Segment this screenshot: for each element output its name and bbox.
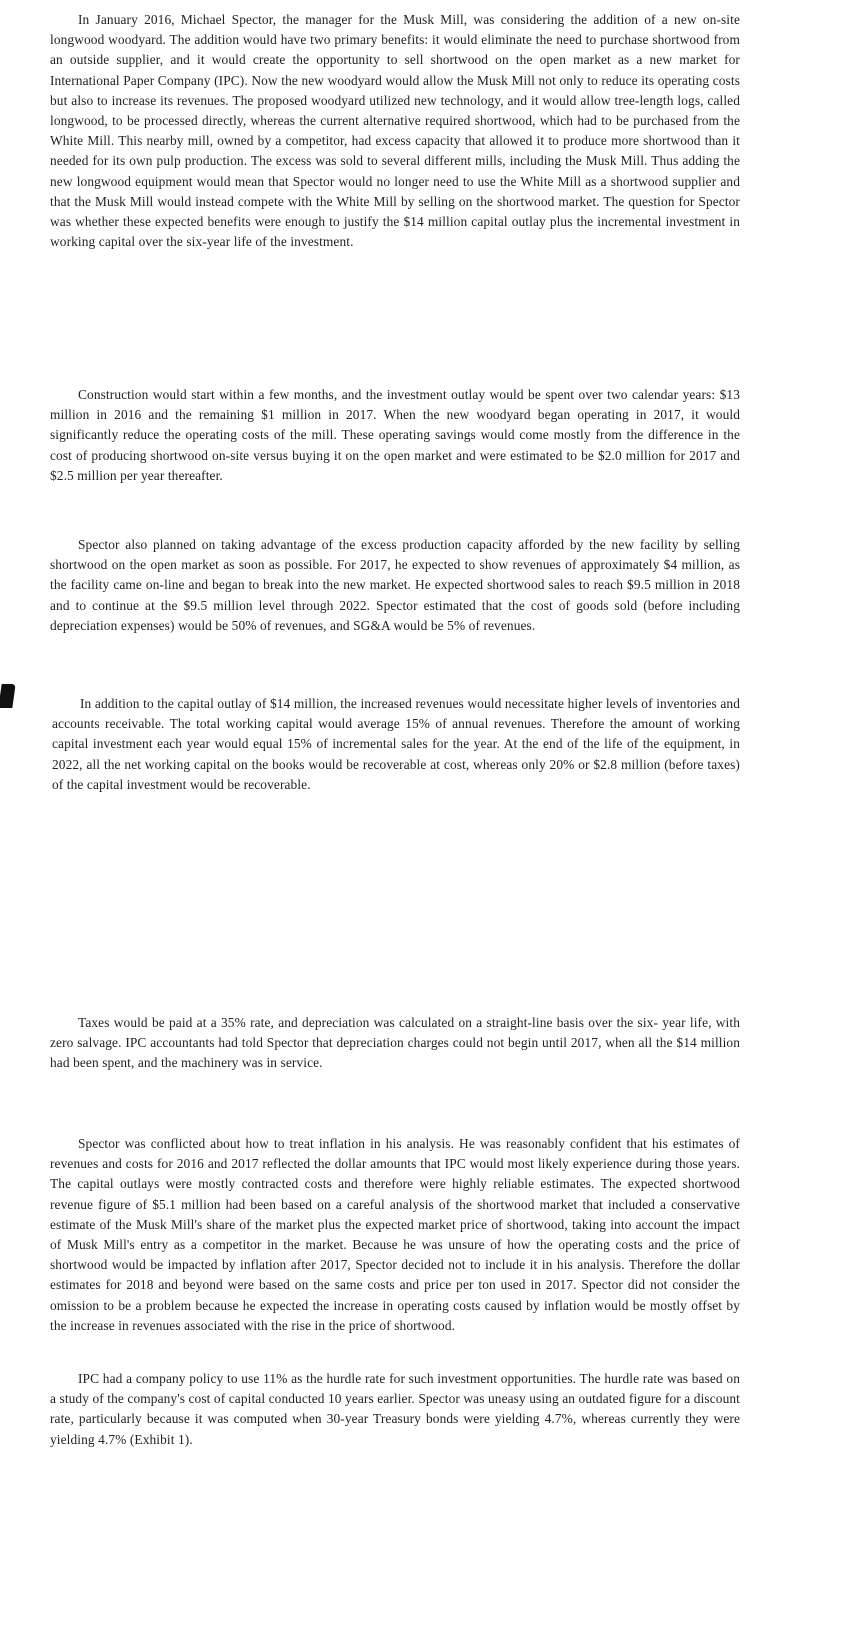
paragraph-inflation: Spector was conflicted about how to treat inflation in his analysis. He was reasonably confident that his estimates of revenues and costs for 2016 and 2017 reflected the dollar amounts that IPC would most likely experience during those years. The capital outlays were mostly contracted costs and therefore were highly reliable estimates. The expected shortwood revenue figure of $5.1 million had been based on a careful analysis of the shortwood market that included a conservative estimate of the Musk Mill's share of the market plus the expected market price of shortwood, taking into account the impact of Musk Mill's entry as a competitor in the market. Because he was unsure of how the operating costs and the price of shortwood would be impacted by inflation after 2017, Spector decided not to include it in his analysis. Therefore the dollar estimates for 2018 and beyond were based on the same costs and price per ton used in 2017. Spector did not consider the omission to be a problem because he expected the increase in operating costs caused by inflation would be mostly offset by the increase in revenues associated with the rise in the price of shortwood. [50,1136,740,1333]
paragraph-revenues: Spector also planned on taking advantage of the excess production capacity afforded by the new facility by selling shortwood on the open market as soon as possible. For 2017, he expected to show revenues of approximately $4 million, as the facility came on-line and began to break into the new market. He expected shortwood sales to reach $9.5 million in 2018 and to continue at the $9.5 million level through 2022. Spector estimated that the cost of goods sold (before including depreciation expenses) would be 50% of revenues, and SG&A would be 5% of revenues. [50,537,740,633]
paragraph-construction: Construction would start within a few months, and the investment outlay would be spent over two calendar years: $13 million in 2016 and the remaining $1 million in 2017. When the new woodyard began operating in 2017, it would significantly reduce the operating costs of the mill. These operating savings would come mostly from the difference in the cost of producing shortwood on-site versus buying it on the open market and were estimated to be $2.0 million for 2017 and $2.5 million per year thereafter. [50,387,740,483]
paragraph-hurdle-rate: IPC had a company policy to use 11% as the hurdle rate for such investment opportunities. The hurdle rate was based on a study of the company's cost of capital conducted 10 years earlier. Spector was uneasy using an outdated figure for a discount rate, particularly because it was computed when 30-year Treasury bonds were yielding 4.7%, whereas currently they were yielding 4.7% (Exhibit 1). [50,1371,740,1447]
paragraph-working-capital: In addition to the capital outlay of $14 million, the increased revenues would necessitate higher levels of inventories and accounts receivable. The total working capital would average 15% of annual revenues. Therefore the amount of working capital investment each year would equal 15% of incremental sales for the year. At the end of the life of the equipment, in 2022, all the net working capital on the books would be recoverable at cost, whereas only 20% or $2.8 million (before taxes) of the capital investment would be recoverable. [52,696,740,792]
scan-artifact-mark [0,684,16,708]
paragraph-taxes: Taxes would be paid at a 35% rate, and depreciation was calculated on a straight-line basis over the six- year life, with zero salvage. IPC accountants had told Spector that depreciation charges could not begin until 2017, when all the $14 million had been spent, and the machinery was in service. [50,1015,740,1071]
paragraph-intro: In January 2016, Michael Spector, the manager for the Musk Mill, was considering the addition of a new on-site longwood woodyard. The addition would have two primary benefits: it would eliminate the need to purchase shortwood from an outside supplier, and it would create the opportunity to sell shortwood on the open market as a new market for International Paper Company (IPC). Now the new woodyard would allow the Musk Mill not only to reduce its operating costs but also to increase its revenues. The proposed woodyard utilized new technology, and it would allow tree-length logs, called longwood, to be processed directly, whereas the current alternative required shortwood, which had to be purchased from the White Mill. This nearby mill, owned by a competitor, had excess capacity that allowed it to produce more shortwood than it needed for its own pulp production. The excess was sold to several different mills, including the Musk Mill. Thus adding the new longwood equipment would mean that Spector would no longer need to use the White Mill as a shortwood supplier and that the Musk Mill would instead compete with the White Mill by selling on the shortwood market. The question for Spector was whether these expected benefits were enough to justify the $14 million capital outlay plus the incremental investment in working capital over the six-year life of the investment. [50,12,740,250]
